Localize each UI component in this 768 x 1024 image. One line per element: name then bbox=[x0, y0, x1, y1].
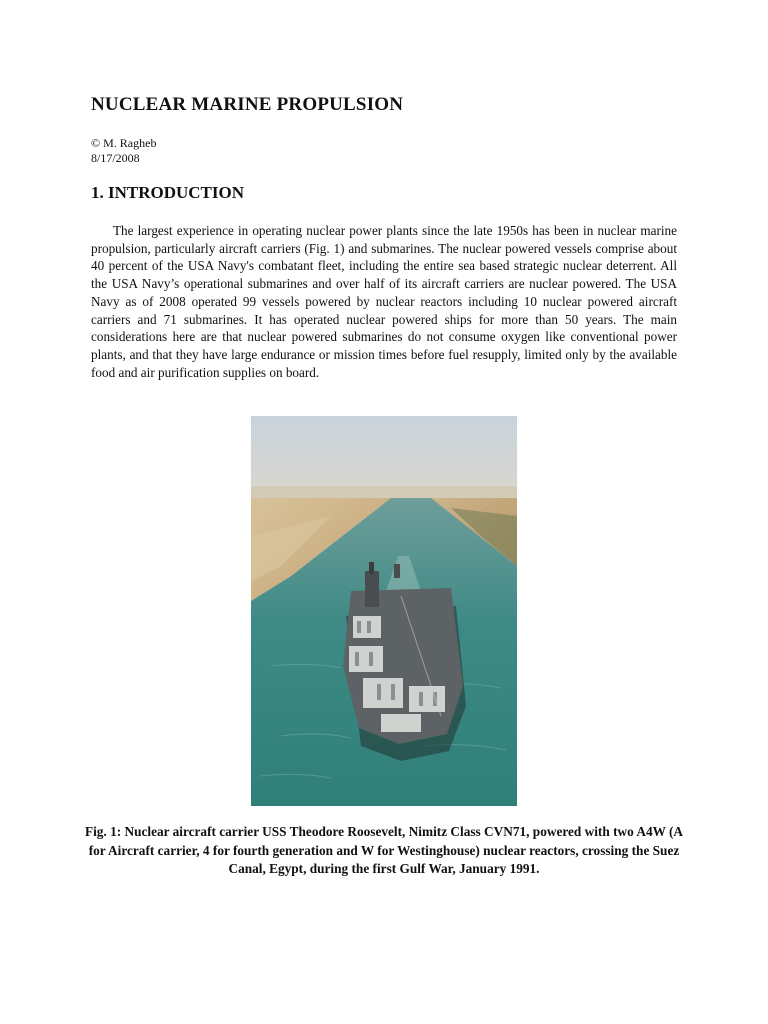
section-heading: 1. INTRODUCTION bbox=[91, 183, 245, 202]
intro-paragraph: The largest experience in operating nuclear power plants since the late 1950s has been in nuclear marine propulsion, particularly aircraft carriers (Fig. 1) and submarines. The nuclear powered vessels comprise about 40 percent of the USA Navy's combatant fleet, including the entire sea based strategic nuclear deterrent. All the USA Navy’s operational submarines and over half of its aircraft carriers are nuclear powered. The USA Navy as of 2008 operated 99 vessels powered by nuclear reactors including 10 nuclear powered aircraft carriers and 71 submarines. It has operated nuclear powered ships for more than 50 years. The main considerations here are that nuclear powered submarines do not consume oxygen like conventional power plants, and that they have large endurance or mission times before fuel resupply, limited only by the available food and air purification supplies on board. bbox=[91, 223, 677, 380]
document-meta bbox=[91, 136, 156, 166]
author-line: © M. Ragheb bbox=[91, 136, 157, 150]
figure-caption: Fig. 1: Nuclear aircraft carrier USS Theodore Roosevelt, Nimitz Class CVN71, powered with two A4W (A for Aircraft carrier, 4 for fourth generation and W for Westinghouse) nuclear reactors, crossing the Suez Canal, Egypt, during the first Gulf War, January 1991. bbox=[84, 824, 684, 876]
date-line: 8/17/2008 bbox=[91, 151, 140, 165]
aircraft-carrier-photo bbox=[251, 416, 517, 806]
document-title: NUCLEAR MARINE PROPULSION bbox=[91, 94, 404, 115]
carrier-photo-illustration bbox=[251, 416, 517, 806]
